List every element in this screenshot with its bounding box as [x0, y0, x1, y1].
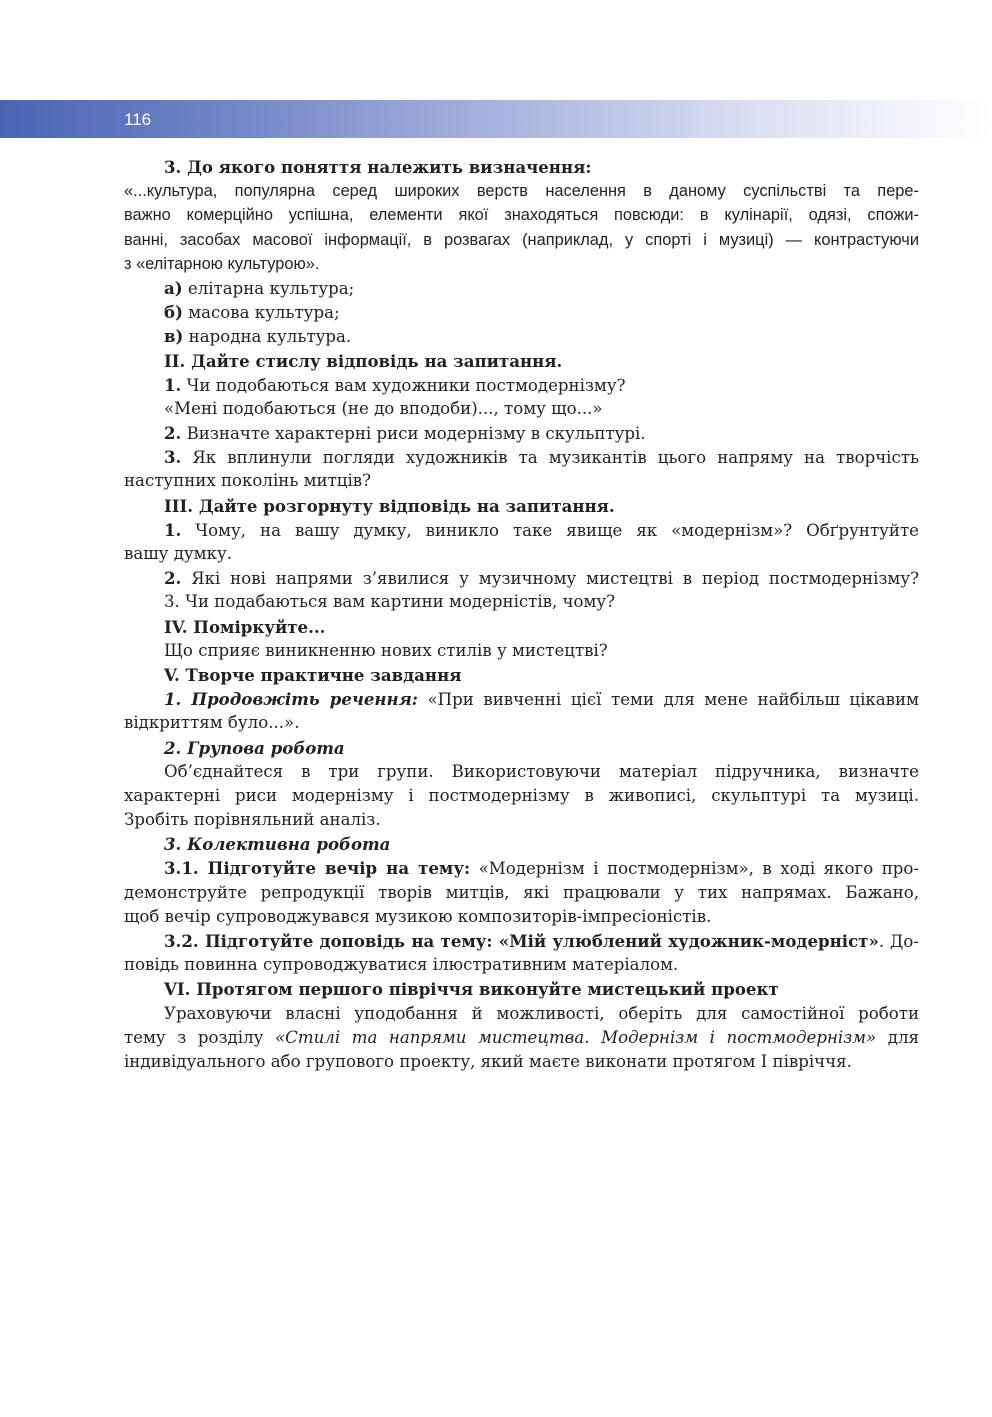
s3-question-1: 1. Чому, на вашу думку, виникло таке явище як «модернізм»? Обґрунтуйте: [164, 519, 919, 540]
page-number: 116: [124, 110, 152, 129]
s5-task-1: 1. Продовжіть речення: «При вивченні цієї теми для мене найбільш цікавим: [164, 689, 919, 710]
option-a: а) елітарна культура;: [164, 277, 355, 298]
q3-quote-line: з «елітарною культурою».: [124, 254, 320, 273]
s3-question-1-cont: вашу думку.: [124, 544, 232, 563]
s5-task-1-cont: відкриттям було...».: [124, 713, 300, 733]
s4-text: Що сприяє виникненню нових стилів у мистецтві?: [164, 640, 608, 660]
page-content: [124, 155, 919, 1074]
section-5-heading: V. Творче практичне завдання: [164, 664, 462, 685]
s5-task-3-label: 3. Колективна робота: [164, 834, 391, 855]
s5-task-2-label: 2. Групова робота: [164, 737, 345, 758]
q3-quote-line: «...культура, популярна серед широких верств населення в даному суспільстві та пере-: [124, 182, 919, 201]
s2-question-2: 2. Визначте характерні риси модернізму в скульптурі.: [164, 423, 646, 444]
s5-task-3-1-cont: демонструйте репродукції творів митців, які працювали у тих напрямах. Бажано,: [124, 882, 919, 902]
q3-title: 3. До якого поняття належить визначення:: [164, 157, 592, 177]
s5-task-3-2-cont: повідь повинна супроводжуватися ілюстративним матеріалом.: [124, 955, 679, 975]
section-3-heading: ІІІ. Дайте розгорнуту відповідь на запитання.: [164, 495, 615, 516]
s6-text: індивідуального або групового проекту, який маєте виконати протягом І півріччя.: [124, 1051, 852, 1071]
s5-task-2-text: характерні риси модернізму і постмодернізму в живописі, скульптурі та музиці.: [124, 785, 919, 805]
section-2-heading: ІІ. Дайте стислу відповідь на запитання.: [164, 350, 563, 371]
s2-question-3: 3. Як вплинули погляди художників та музикантів цього напряму на творчість: [164, 447, 919, 468]
option-c: в) народна культура.: [164, 326, 352, 347]
q3-quote-line: ванні, засобах масової інформації, в розвагах (наприклад, у спорті і музиці) — контрастуючи: [124, 230, 919, 249]
section-6-heading: VI. Протягом першого півріччя виконуйте мистецький проект: [164, 979, 779, 1000]
s6-text: тему з розділу «Стилі та напрями мистецтва. Модернізм і постмодернізм» для: [124, 1027, 919, 1047]
s5-task-3-2: 3.2. Підготуйте доповідь на тему: «Мій улюблений художник-модерніст». До-: [164, 931, 919, 951]
s5-task-3-1-cont: щоб вечір супроводжувався музикою композиторів-імпресіоністів.: [124, 906, 712, 926]
s6-text: Ураховуючи власні уподобання й можливості, оберіть для самостійної роботи: [164, 1003, 919, 1023]
s5-task-2-text: Зробіть порівняльний аналіз.: [124, 810, 381, 830]
s3-question-3: 3. Чи подабаються вам картини модерністів, чому?: [164, 592, 616, 612]
s5-task-2-text: Об’єднайтеся в три групи. Використовуючи матеріал підручника, визначте: [164, 761, 919, 781]
s5-task-3-1: 3.1. Підготуйте вечір на тему: «Модернізм і постмодернізм», в ході якого про-: [164, 858, 919, 879]
s2-question-3-cont: наступних поколінь митців?: [124, 471, 371, 491]
s2-question-1: 1. Чи подобаються вам художники постмодернізму?: [164, 374, 626, 395]
s3-question-2: 2. Які нові напрями з’явилися у музичному мистецтві в період постмодернізму?: [164, 568, 919, 589]
s2-answer-template: «Мені подобаються (не до вподоби)..., тому що...»: [164, 398, 603, 418]
q3-quote-line: важно комерційно успішна, елементи якої знаходяться повсюди: в кулінарії, одязі, спожи-: [124, 206, 919, 225]
section-4-heading: IV. Поміркуйте...: [164, 616, 326, 637]
option-b: б) масова культура;: [164, 302, 340, 323]
